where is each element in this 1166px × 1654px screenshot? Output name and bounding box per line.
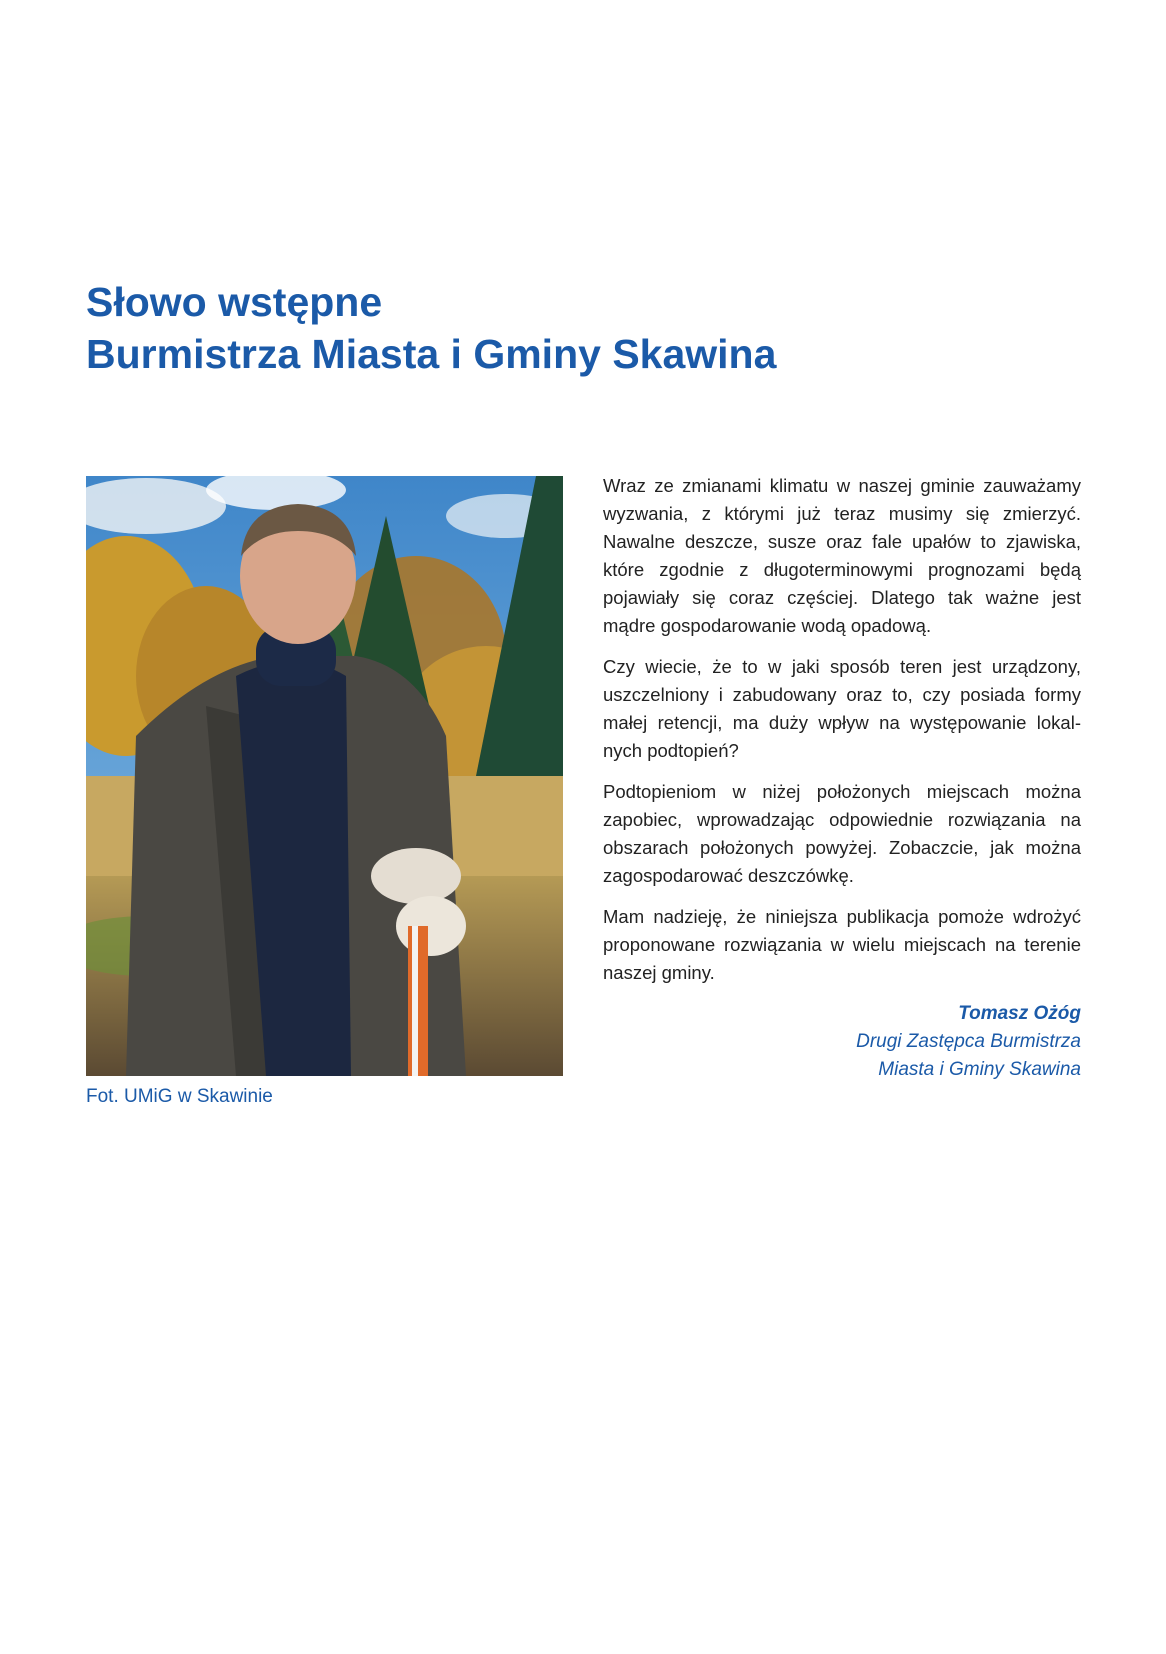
signature-role-line-1: Drugi Zastępca Burmistrza <box>856 1031 1081 1052</box>
paragraph-4: Mam nadzieję, że niniejsza publikacja pomoże wdrożyć proponowane rozwiązania w wielu miejscach na terenie naszej gminy. <box>603 906 1081 983</box>
paragraph-3: Podtopieniom w niżej położonych miejscach można zapobiec, wprowadzając odpowiednie rozwiązania na obszarach położonych powyżej. Zobaczcie, jak można zagospodarować deszczówkę. <box>603 781 1081 886</box>
title-line-1: Słowo wstępne <box>86 279 383 325</box>
signature-name: Tomasz Ożóg <box>958 1003 1081 1024</box>
signature-block <box>603 1000 1081 1084</box>
title-line-2: Burmistrza Miasta i Gminy Skawina <box>86 331 777 377</box>
photo-caption: Fot. UMiG w Skawinie <box>86 1086 273 1107</box>
page-title <box>86 276 776 380</box>
paragraph-2: Czy wiecie, że to w jaki sposób teren jest urządzony, uszczelniony i zabudowany oraz to, czy posiada formy małej retencji, ma duży wpływ na występowanie lokal- nych podtopień? <box>603 656 1081 761</box>
signature-role-line-2: Miasta i Gminy Skawina <box>878 1059 1081 1080</box>
portrait-photo <box>86 476 563 1076</box>
paragraph-1: Wraz ze zmianami klimatu w naszej gminie zauważamy wyzwania, z którymi już teraz musimy się zmierzyć. Nawalne deszcze, susze oraz fale upałów to zjawiska, które zgodnie z długoterminowymi prognozami będą pojawiały się coraz częściej. Dlatego tak ważne jest mądre gospodarowanie wodą opadową. <box>603 475 1081 636</box>
article-body <box>603 472 1081 1000</box>
